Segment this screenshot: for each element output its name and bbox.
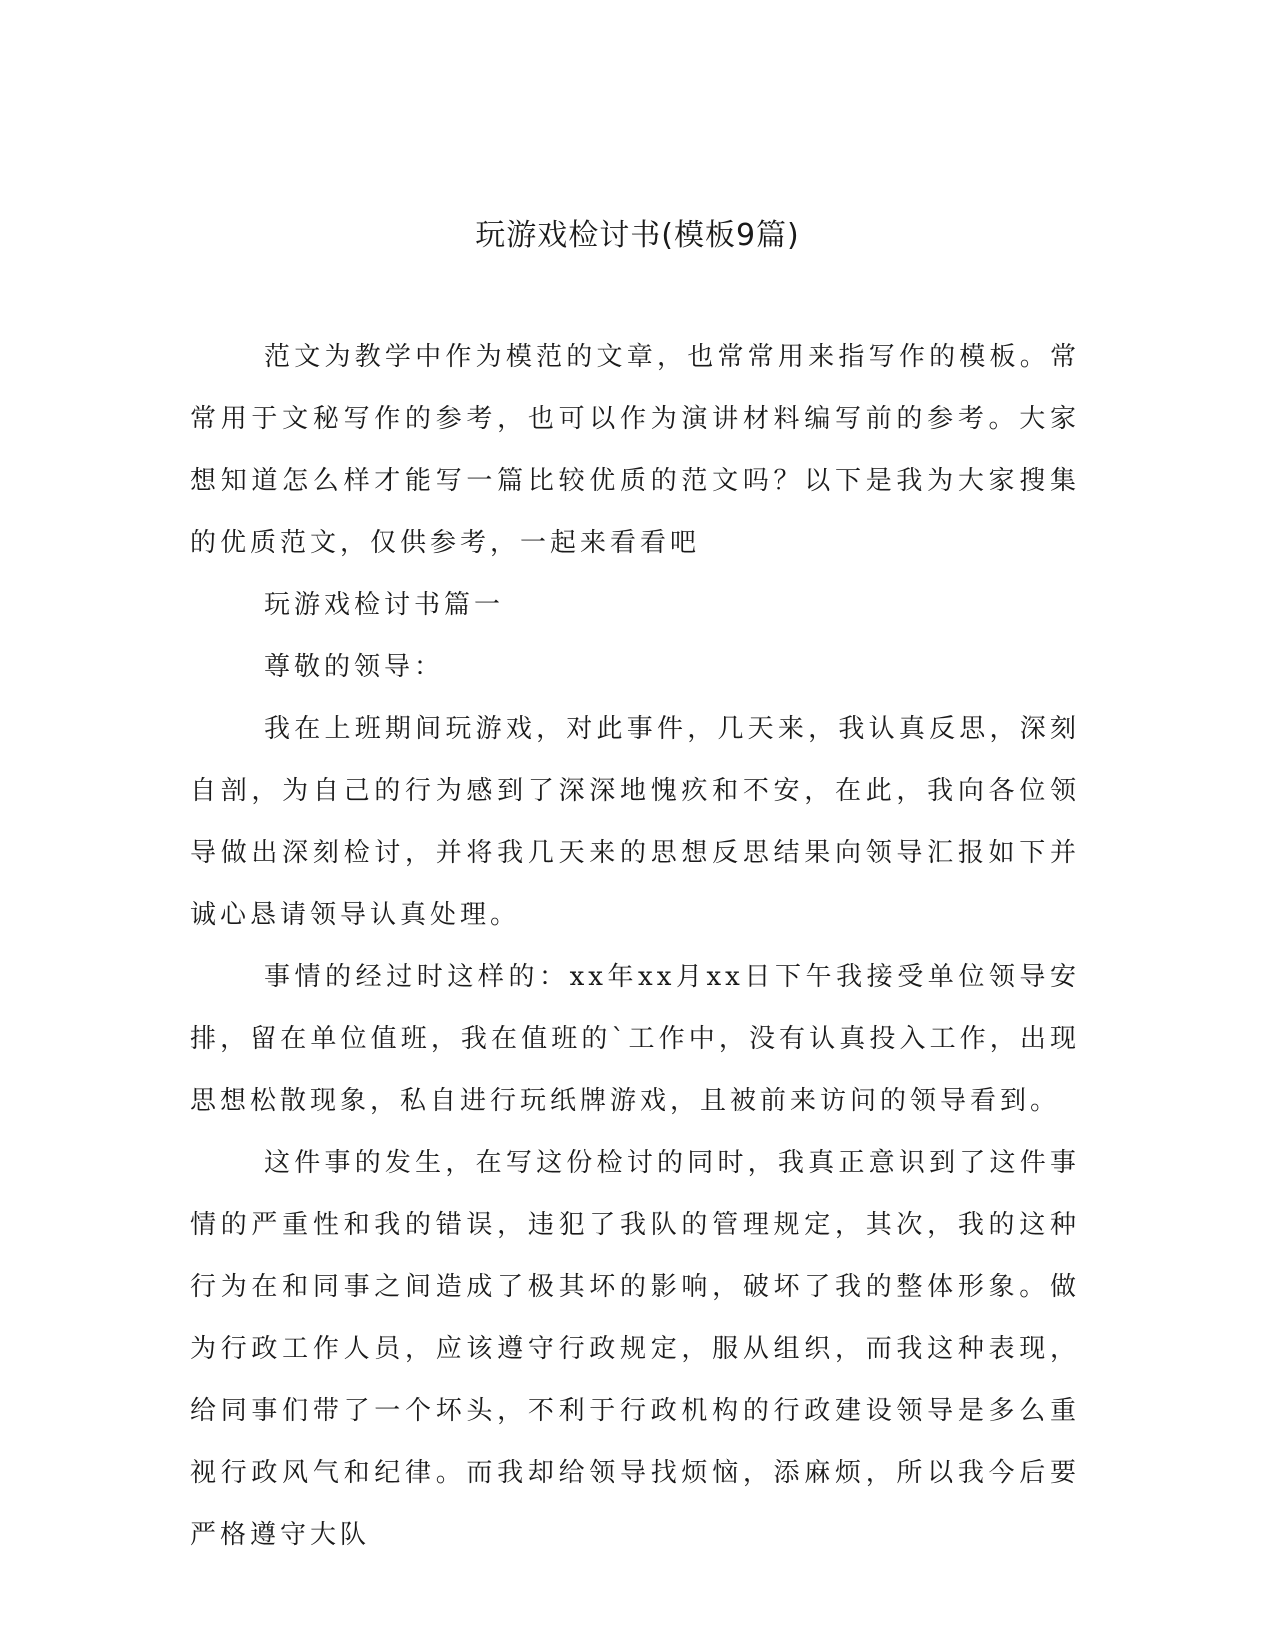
document-title: 玩游戏检讨书(模板9篇)	[475, 218, 800, 253]
section-heading: 玩游戏检讨书篇一	[264, 590, 505, 620]
intro-paragraph: 范文为教学中作为模范的文章，也常常用来指写作的模板。常常用于文秘写作的参考，也可以作为演讲材料编写前的参考。大家想知道怎么样才能写一篇比较优质的范文吗？以下是我为大家搜集的优质范文，仅供参考，一起来看看吧	[190, 342, 1080, 558]
body-paragraph: 事情的经过时这样的：xx年xx月xx日下午我接受单位领导安排，留在单位值班，我在值班的`工作中，没有认真投入工作，出现思想松散现象，私自进行玩纸牌游戏，且被前来访问的领导看到。	[190, 962, 1080, 1116]
salutation: 尊敬的领导：	[264, 652, 445, 682]
body-paragraph: 这件事的发生，在写这份检讨的同时，我真正意识到了这件事情的严重性和我的错误，违犯了我队的管理规定，其次，我的这种行为在和同事之间造成了极其坏的影响，破坏了我的整体形象。做为行政工作人员，应该遵守行政规定，服从组织，而我这种表现，给同事们带了一个坏头，不利于行政机构的行政建设领导是多么重视行政风气和纪律。而我却给领导找烦恼，添麻烦，所以我今后要严格遵守大队	[190, 1148, 1080, 1550]
body-paragraph: 我在上班期间玩游戏，对此事件，几天来，我认真反思，深刻自剖，为自己的行为感到了深深地愧疚和不安，在此，我向各位领导做出深刻检讨，并将我几天来的思想反思结果向领导汇报如下并诚心恳请领导认真处理。	[190, 714, 1080, 930]
document-body	[190, 326, 1080, 1566]
